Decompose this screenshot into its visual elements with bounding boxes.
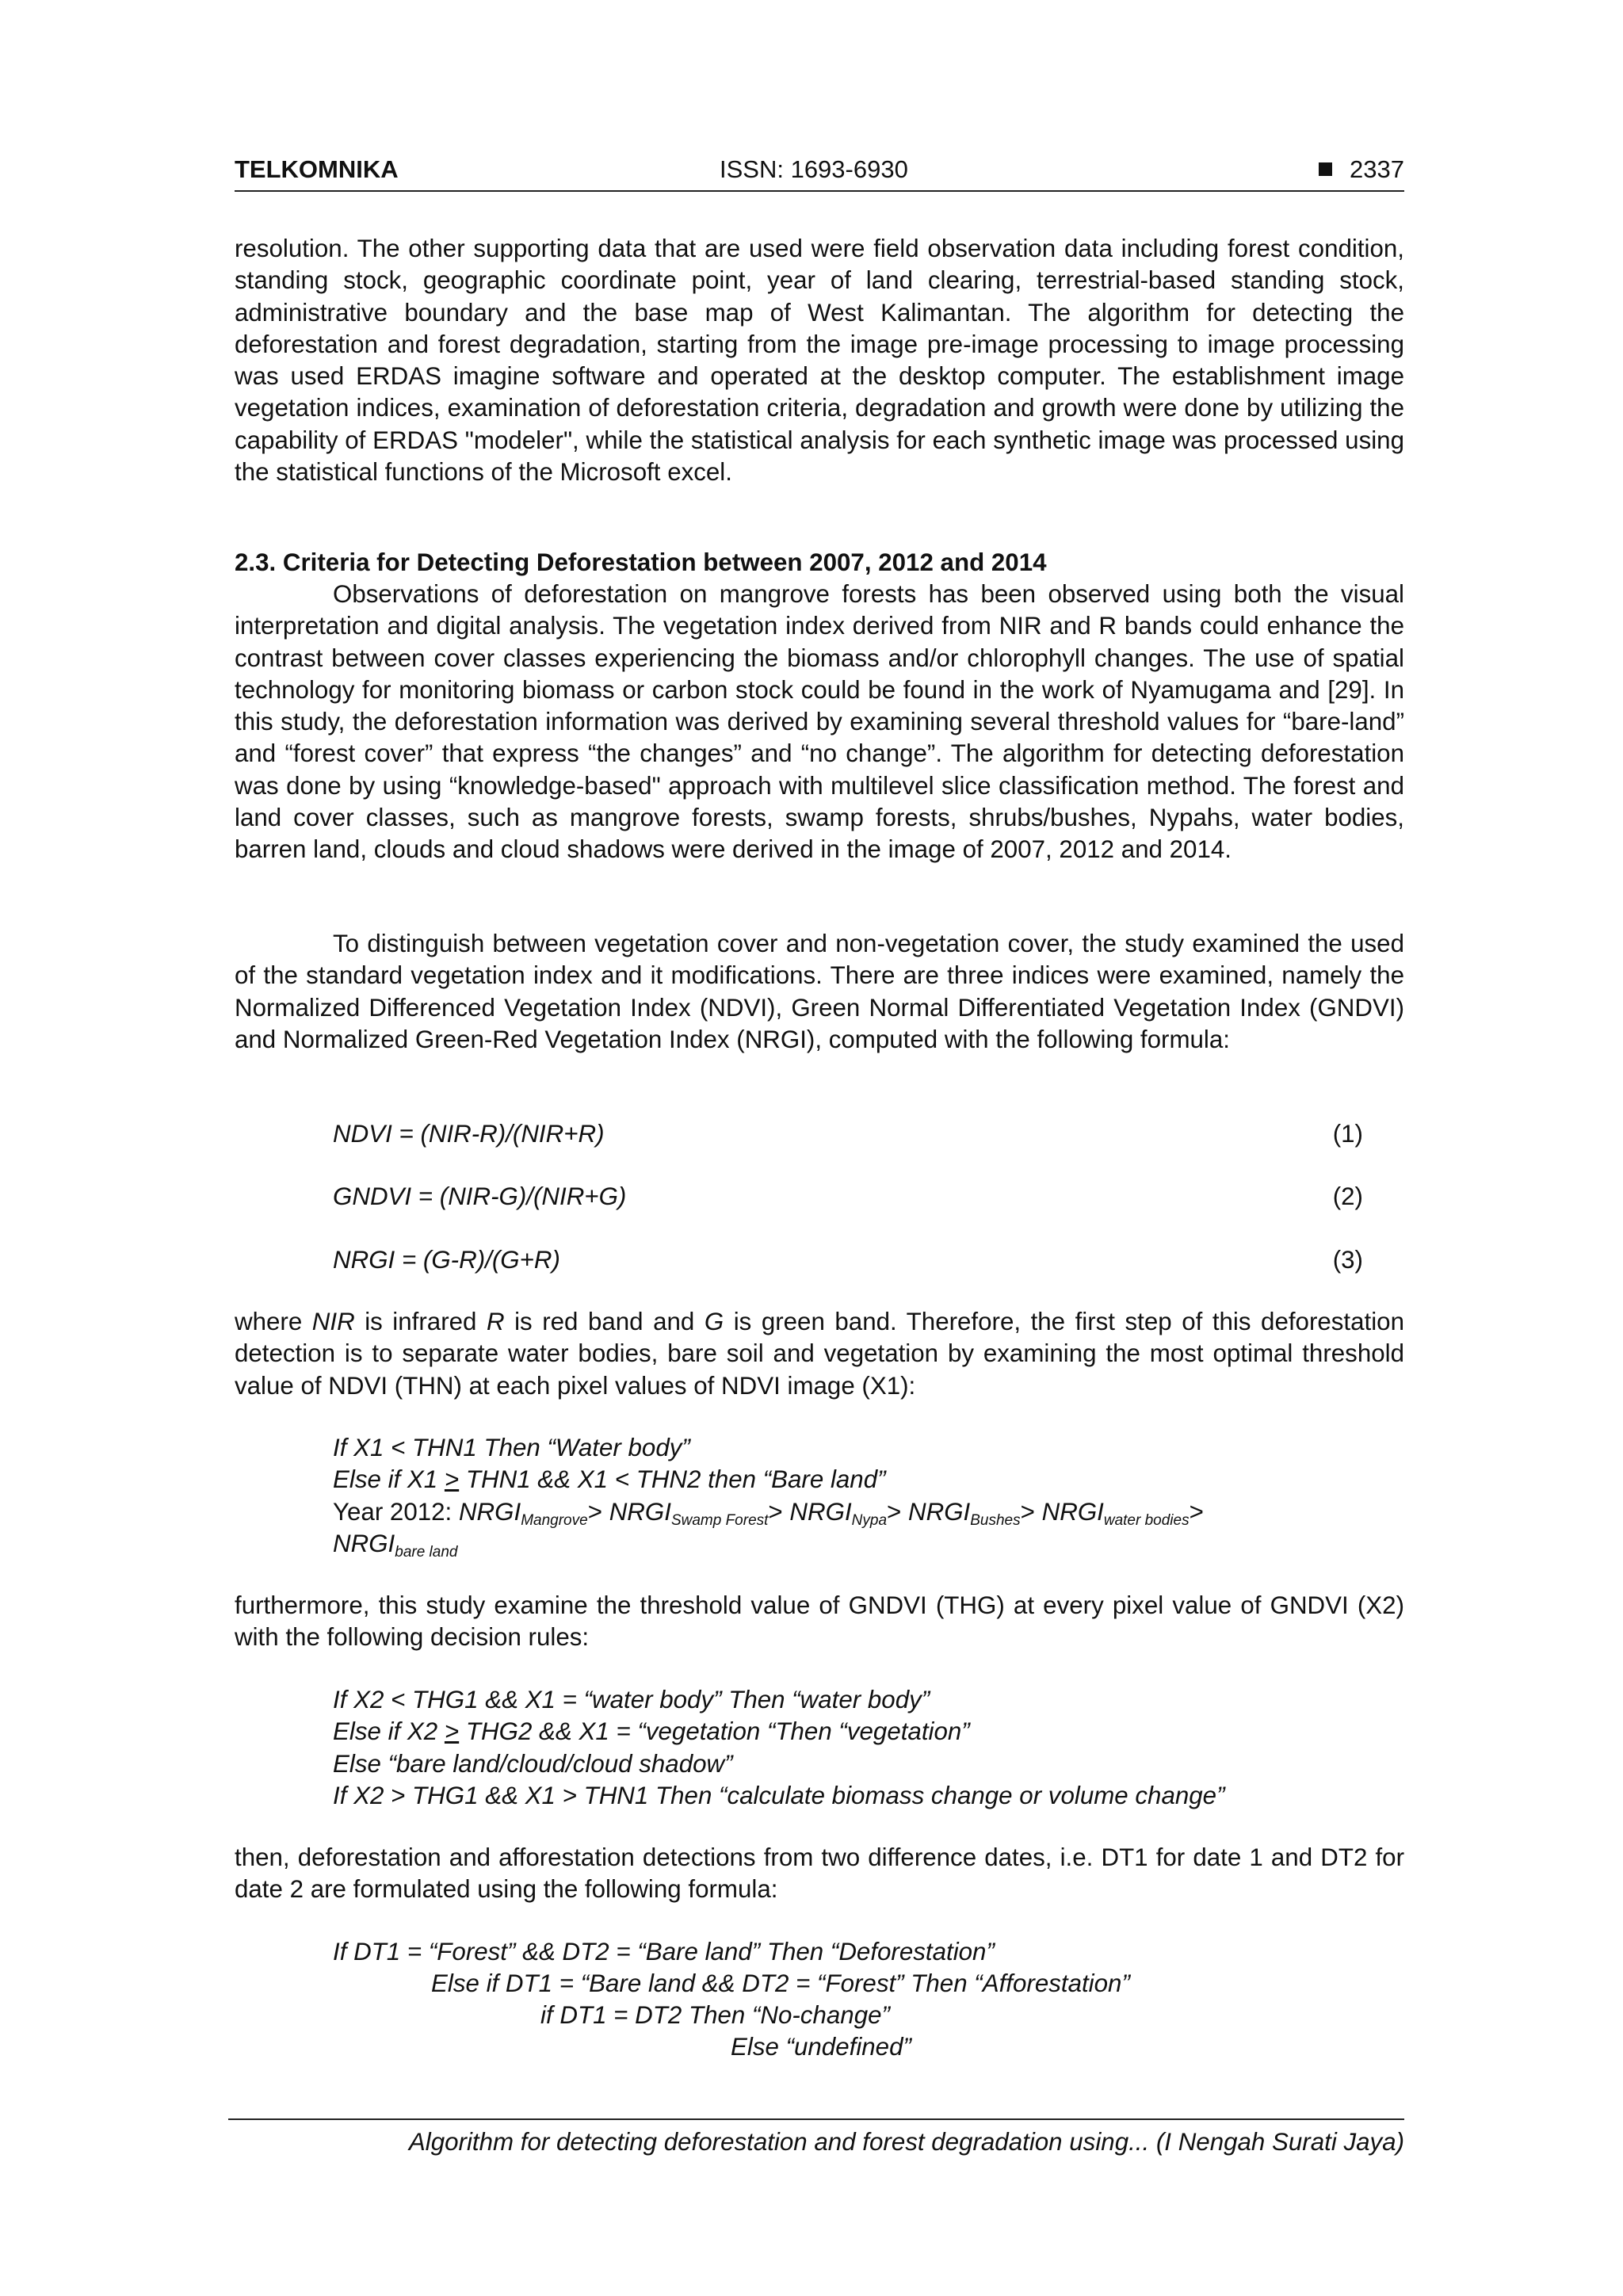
nrgi-term: NRGI	[458, 1497, 521, 1526]
text-run: Else if X1	[333, 1465, 445, 1494]
subscript: water bodies	[1103, 1511, 1190, 1529]
subscript: Nypa	[851, 1511, 888, 1529]
paragraph-observations: Observations of deforestation on mangrove forests has been observed using both the visual interpretation and digital analysis. The vegetation index derived from NIR and R bands could enhance the contrast between cover classes experiencing the biomass and/or chlorophyll changes. The use of spatial technology for monitoring biomass or carbon stock could be found in the work of Nyamugama and [29]. In this study, the deforestation information was derived by examining several threshold values for “bare-land” and “forest cover” that express “the changes” and “no change”. The algorithm for detecting deforestation was done by using “knowledge-based" approach with multilevel slice classification method. The forest and land cover classes, such as mangrove forests, swamp forests, shrubs/bushes, Nypahs, water bodies, barren land, clouds and cloud shadows were derived in the image of 2007, 2012 and 2014.	[235, 580, 1404, 864]
square-bullet-icon	[1319, 162, 1332, 176]
subscript: bare land	[395, 1543, 458, 1561]
equation-number: (2)	[1332, 1182, 1363, 1210]
nrgi-term: NRGI	[609, 1497, 671, 1526]
greater-equal-operator: >	[444, 1717, 460, 1746]
section-heading: 2.3. Criteria for Detecting Deforestation between 2007, 2012 and 2014	[235, 548, 1047, 576]
formula-nrgi	[333, 1244, 1363, 1276]
rule-line	[333, 1716, 1387, 1748]
nrgi-term: NRGI	[908, 1497, 971, 1526]
running-header	[235, 155, 1404, 192]
gt-operator: >	[1020, 1497, 1035, 1526]
paragraph-where-definitions	[235, 1306, 1404, 1402]
issn: ISSN: 1693-6930	[720, 155, 908, 183]
formula-expression: NRGI = (G-R)/(G+R)	[333, 1246, 560, 1274]
text-run: is infrared	[354, 1308, 487, 1335]
subscript: Bushes	[970, 1511, 1021, 1529]
formula-expression: GNDVI = (NIR-G)/(NIR+G)	[333, 1182, 627, 1210]
variable-nir: NIR	[311, 1308, 355, 1335]
rule-line	[333, 1464, 1387, 1496]
rule-line-year-2012	[333, 1496, 1387, 1528]
equation-number: (1)	[1332, 1120, 1363, 1148]
nrgi-term: NRGI	[333, 1529, 395, 1557]
text-run: THN1 && X1 < THN2 then “Bare land”	[459, 1465, 886, 1494]
paragraph-gndvi-threshold: furthermore, this study examine the threshold value of GNDVI (THG) at every pixel value of GNDVI (X2) with the following decision rules:	[235, 1591, 1404, 1652]
ndvi-decision-rules	[333, 1432, 1387, 1560]
text-run: is red band and	[504, 1308, 705, 1335]
rule-line: If DT1 = “Forest” && DT2 = “Bare land” Then “Deforestation”	[333, 1938, 995, 1966]
rule-line: If X1 < THN1 Then “Water body”	[333, 1434, 690, 1461]
page-number: 2337	[1350, 155, 1404, 183]
equation-number: (3)	[1332, 1246, 1363, 1274]
gndvi-decision-rules	[333, 1684, 1387, 1812]
text-run: is green band. Therefore, the first step of this deforestation detection is to separate water bodies, bare soil and vegetation by examining the most optimal threshold value of NDVI (THN) at each pixel values of NDVI image (X1):	[235, 1308, 1404, 1400]
rule-line	[333, 1528, 1387, 1560]
paragraph-data-and-software: resolution. The other supporting data that are used were field observation data including forest condition, standing stock, geographic coordinate point, year of land clearing, terrestrial-based standing stock, administrative boundary and the base map of West Kalimantan. The algorithm for detecting the deforestation and forest degradation, starting from the image pre-image processing to image processing was used ERDAS imagine software and operated at the desktop computer. The establishment image vegetation indices, examination of deforestation criteria, degradation and growth were done by utilizing the capability of ERDAS "modeler", while the statistical analysis for each synthetic image was processed using the statistical functions of the Microsoft excel.	[235, 235, 1404, 487]
gt-operator: >	[1189, 1497, 1204, 1526]
variable-r: R	[486, 1308, 505, 1335]
nrgi-term: NRGI	[789, 1497, 852, 1526]
formula-expression: NDVI = (NIR-R)/(NIR+R)	[333, 1120, 605, 1148]
text-run: Else if X2	[333, 1717, 445, 1746]
rule-line: If X2 > THG1 && X1 > THN1 Then “calculate biomass change or volume change”	[333, 1781, 1225, 1809]
rule-line: if DT1 = DT2 Then “No-change”	[540, 2001, 890, 2029]
rule-line: If X2 < THG1 && X1 = “water body” Then “water body”	[333, 1686, 930, 1713]
journal-name: TELKOMNIKA	[235, 155, 399, 183]
nrgi-term: NRGI	[1041, 1497, 1104, 1526]
formula-gndvi	[333, 1181, 1363, 1213]
running-footer: Algorithm for detecting deforestation and forest degradation using... (I Nengah Surati Jaya)	[228, 2118, 1404, 2157]
greater-equal-operator: >	[444, 1465, 460, 1494]
subscript: Mangrove	[521, 1511, 588, 1529]
paragraph-date-comparison: then, deforestation and afforestation detections from two difference dates, i.e. DT1 for date 1 and DT2 for date 2 are formulated using the following formula:	[235, 1843, 1404, 1904]
text-run: where	[235, 1308, 312, 1335]
subscript: Swamp Forest	[670, 1511, 769, 1529]
year-label: Year 2012:	[333, 1497, 459, 1526]
variable-g: G	[704, 1308, 724, 1335]
gt-operator: >	[587, 1497, 602, 1526]
rule-line: Else “undefined”	[731, 2033, 911, 2061]
text-run: THG2 && X1 = “vegetation “Then “vegetation”	[459, 1717, 970, 1746]
page-number-box	[1319, 155, 1404, 184]
gt-operator: >	[887, 1497, 902, 1526]
formula-ndvi	[333, 1118, 1363, 1150]
gt-operator: >	[768, 1497, 783, 1526]
paragraph-vegetation-indices: To distinguish between vegetation cover and non-vegetation cover, the study examined the used of the standard vegetation index and it modifications. There are three indices were examined, namely the Normalized Differenced Vegetation Index (NDVI), Green Normal Differentiated Vegetation Index (GNDVI) and Normalized Green-Red Vegetation Index (NRGI), computed with the following formula:	[235, 930, 1404, 1053]
rule-line: Else “bare land/cloud/cloud shadow”	[333, 1749, 733, 1778]
rule-line: Else if DT1 = “Bare land && DT2 = “Forest” Then “Afforestation”	[431, 1969, 1130, 1997]
